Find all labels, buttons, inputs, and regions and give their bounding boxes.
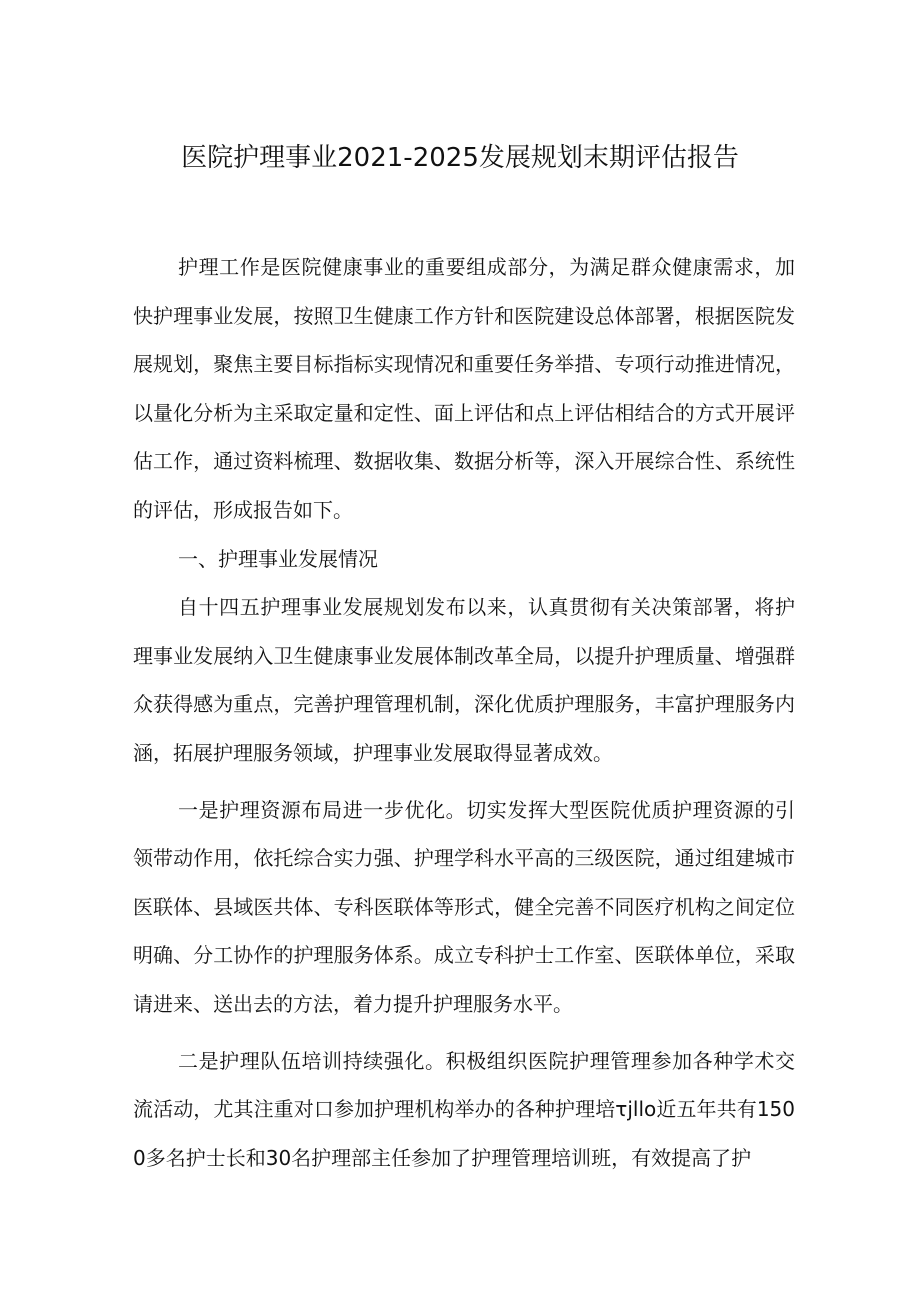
document-title: 医院护理事业2021-2025发展规划末期评估报告 xyxy=(181,143,739,173)
section-heading-1: 一、护理事业发展情况 xyxy=(178,546,378,571)
paragraph-training: 二是护理队伍培训持续强化。积极组织医院护理管理参加各种学术交流活动，尤其注重对口参加护理机构举办的各种护理培τjllo近五年共有1500多名护士长和30名护理部主任参加了护理管理培训班，有效提高了护 xyxy=(133,1048,795,1170)
paragraph-intro: 护理工作是医院健康事业的重要组成部分，为满足群众健康需求，加快护理事业发展，按照卫生健康工作方针和医院建设总体部署，根据医院发展规划，聚焦主要目标指标实现情况和重要任务举措、专项行动推进情况，以量化分析为主采取定量和定性、面上评估和点上评估相结合的方式开展评估工作，通过资料梳理、数据收集、数据分析等，深入开展综合性、系统性的评估，形成报告如下。 xyxy=(133,255,795,522)
paragraph-development: 自十四五护理事业发展规划发布以来，认真贯彻有关决策部署，将护理事业发展纳入卫生健康事业发展体制改革全局，以提升护理质量、增强群众获得感为重点，完善护理管理机制，深化优质护理服务，丰富护理服务内涵，拓展护理服务领域，护理事业发展取得显著成效。 xyxy=(133,595,795,765)
document-body xyxy=(133,243,795,1182)
paragraph-resources: 一是护理资源布局进一步优化。切实发挥大型医院优质护理资源的引领带动作用，依托综合实力强、护理学科水平高的三级医院，通过组建城市医联体、县域医共体、专科医联体等形式，健全完善不同医疗机构之间定位明确、分工协作的护理服务体系。成立专科护士工作室、医联体单位，采取请进来、送出去的方法，着力提升护理服务水平。 xyxy=(133,797,795,1016)
